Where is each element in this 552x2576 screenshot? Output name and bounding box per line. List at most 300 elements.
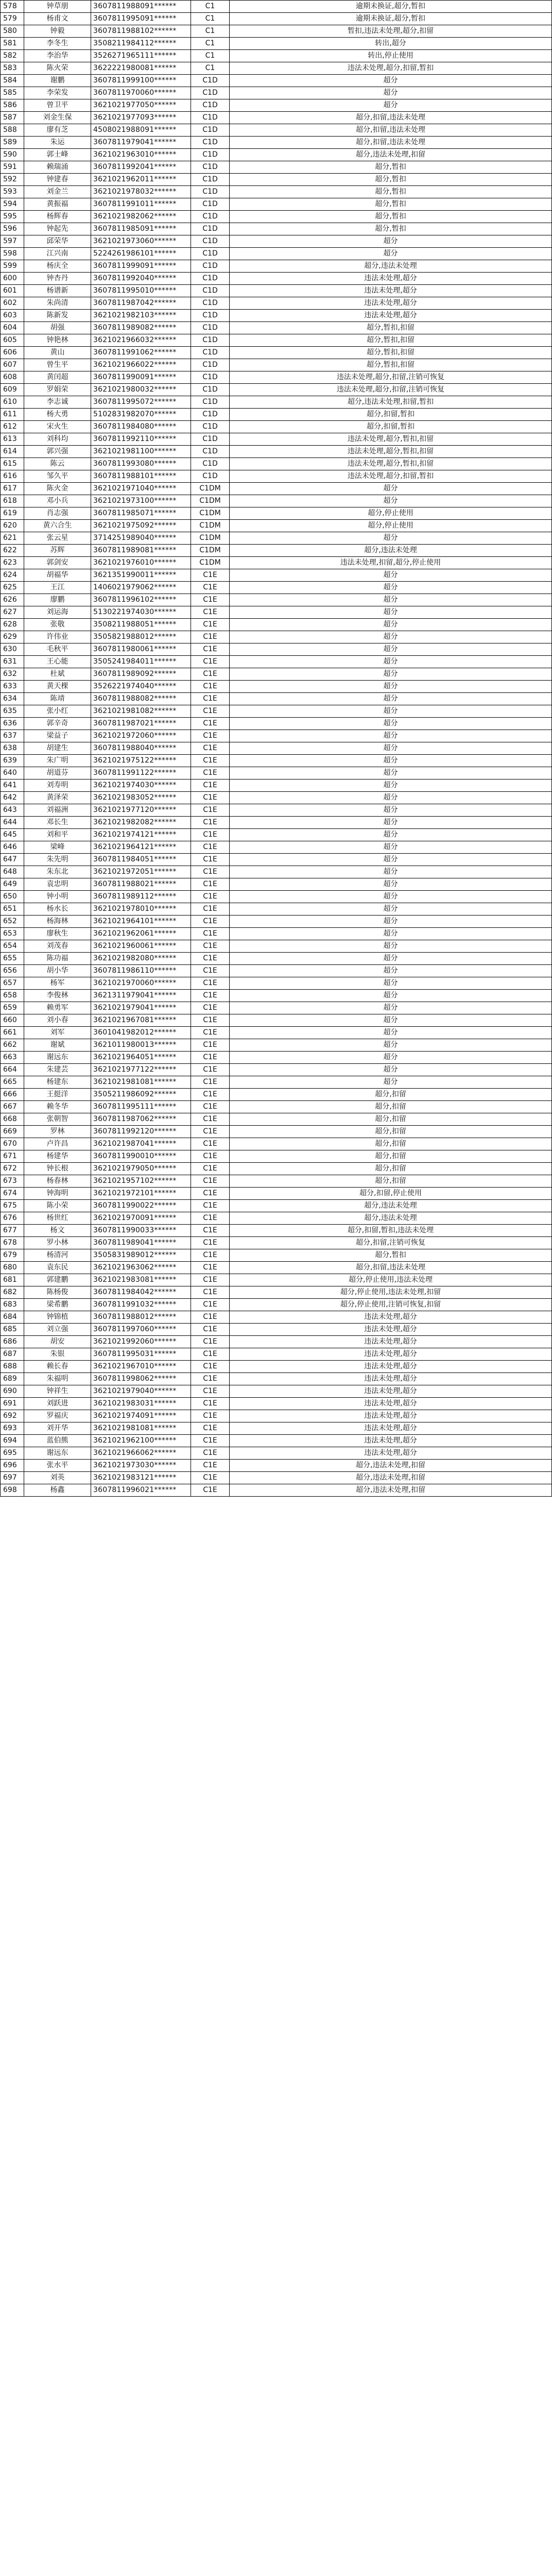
id-number-cell: 3621311979041****** (91, 990, 191, 1002)
row-number: 620 (1, 520, 24, 532)
id-number-cell: 3714251989040****** (91, 532, 191, 545)
status-cell: 超分 (230, 940, 552, 953)
row-number: 605 (1, 334, 24, 347)
status-cell: 超分 (230, 99, 552, 112)
table-row (1, 1410, 552, 1422)
name-cell: 朱先明 (24, 854, 91, 866)
table-row (1, 953, 552, 965)
status-cell: 超分,停止使用,违法未处理,扣留 (230, 1286, 552, 1299)
id-number-cell: 3607811987062****** (91, 1113, 191, 1126)
id-number-cell: 3607811988091****** (91, 1, 191, 13)
name-cell: 杨建东 (24, 1076, 91, 1089)
id-number-cell: 4508021988091****** (91, 124, 191, 137)
id-number-cell: 3607811990091****** (91, 371, 191, 384)
license-class-cell: C1E (191, 1435, 230, 1447)
status-cell: 违法未处理,超分,暂扣,扣留 (230, 446, 552, 458)
id-number-cell: 3607811988040****** (91, 742, 191, 755)
status-cell: 违法未处理,超分 (230, 1361, 552, 1373)
license-class-cell: C1E (191, 792, 230, 804)
id-number-cell: 3505211986092****** (91, 1089, 191, 1101)
id-number-cell: 3607811998062****** (91, 1373, 191, 1385)
name-cell: 谢远东 (24, 1447, 91, 1460)
table-row (1, 137, 552, 149)
license-class-cell: C1D (191, 310, 230, 322)
id-number-cell: 3621021962061****** (91, 928, 191, 940)
id-number-cell: 1406021979062****** (91, 582, 191, 594)
license-class-cell: C1E (191, 1286, 230, 1299)
row-number: 688 (1, 1361, 24, 1373)
id-number-cell: 3621021963010****** (91, 149, 191, 161)
row-number: 597 (1, 235, 24, 248)
table-row (1, 421, 552, 433)
license-class-cell: C1E (191, 1076, 230, 1089)
id-number-cell: 3621021970060****** (91, 977, 191, 990)
id-number-cell: 3621021982080****** (91, 953, 191, 965)
status-cell: 超分,扣留,暂扣 (230, 409, 552, 421)
table-row (1, 1398, 552, 1410)
row-number: 581 (1, 38, 24, 50)
license-class-cell: C1E (191, 730, 230, 742)
row-number: 599 (1, 260, 24, 273)
name-cell: 朱银 (24, 1348, 91, 1361)
id-number-cell: 3607811988082****** (91, 693, 191, 705)
id-number-cell: 3621021967010****** (91, 1361, 191, 1373)
table-row (1, 25, 552, 38)
id-number-cell: 3607811995010****** (91, 285, 191, 297)
row-number: 693 (1, 1422, 24, 1435)
row-number: 638 (1, 742, 24, 755)
status-cell: 超分 (230, 718, 552, 730)
table-row (1, 112, 552, 124)
row-number: 628 (1, 619, 24, 631)
row-number: 641 (1, 779, 24, 792)
status-cell: 超分,暂扣,扣留 (230, 334, 552, 347)
license-class-cell: C1DM (191, 557, 230, 569)
name-cell: 李荣发 (24, 87, 91, 99)
status-cell: 违法未处理,超分 (230, 310, 552, 322)
status-cell: 超分 (230, 779, 552, 792)
name-cell: 谢远东 (24, 1052, 91, 1064)
name-cell: 杨春林 (24, 1175, 91, 1188)
row-number: 623 (1, 557, 24, 569)
license-class-cell: C1E (191, 705, 230, 718)
row-number: 680 (1, 1262, 24, 1274)
status-cell: 超分,违法未处理,扣留 (230, 149, 552, 161)
license-class-cell: C1E (191, 742, 230, 755)
license-class-cell: C1E (191, 1113, 230, 1126)
license-class-cell: C1E (191, 668, 230, 681)
table-row (1, 1175, 552, 1188)
table-row (1, 631, 552, 643)
id-number-cell: 3621021966032****** (91, 334, 191, 347)
id-number-cell: 3508211988051****** (91, 619, 191, 631)
license-class-cell: C1E (191, 1373, 230, 1385)
id-number-cell: 3607811988101****** (91, 470, 191, 483)
id-number-cell: 3621021983081****** (91, 1274, 191, 1286)
table-row (1, 841, 552, 854)
license-class-cell: C1D (191, 334, 230, 347)
license-class-cell: C1E (191, 878, 230, 891)
license-class-cell: C1E (191, 1039, 230, 1052)
table-row (1, 718, 552, 730)
license-class-cell: C1E (191, 965, 230, 977)
table-row (1, 1336, 552, 1348)
status-cell: 违法未处理,超分 (230, 1324, 552, 1336)
license-class-cell: C1E (191, 643, 230, 656)
row-number: 594 (1, 198, 24, 211)
license-class-cell: C1D (191, 149, 230, 161)
row-number: 655 (1, 953, 24, 965)
license-class-cell: C1E (191, 940, 230, 953)
status-cell: 超分 (230, 569, 552, 582)
row-number: 614 (1, 446, 24, 458)
name-cell: 廖秋生 (24, 928, 91, 940)
row-number: 654 (1, 940, 24, 953)
records-table-body (1, 1, 552, 1497)
name-cell: 钟祥生 (24, 1385, 91, 1398)
name-cell: 刘茂春 (24, 940, 91, 953)
status-cell: 超分 (230, 483, 552, 495)
table-row (1, 1076, 552, 1089)
status-cell: 超分,暂扣 (230, 198, 552, 211)
table-row (1, 248, 552, 260)
name-cell: 杨世红 (24, 1212, 91, 1225)
row-number: 684 (1, 1311, 24, 1324)
table-row (1, 1324, 552, 1336)
license-class-cell: C1E (191, 1126, 230, 1138)
row-number: 662 (1, 1039, 24, 1052)
status-cell: 超分 (230, 878, 552, 891)
name-cell: 刘开华 (24, 1422, 91, 1435)
table-row (1, 829, 552, 841)
id-number-cell: 3621021982082****** (91, 817, 191, 829)
table-row (1, 149, 552, 161)
name-cell: 胡道芬 (24, 767, 91, 779)
name-cell: 袁忠明 (24, 878, 91, 891)
name-cell: 刘金生保 (24, 112, 91, 124)
row-number: 587 (1, 112, 24, 124)
table-row (1, 359, 552, 371)
id-number-cell: 3621021973030****** (91, 1460, 191, 1472)
table-row (1, 1311, 552, 1324)
id-number-cell: 3505241984011****** (91, 656, 191, 668)
row-number: 631 (1, 656, 24, 668)
id-number-cell: 3505821988012****** (91, 631, 191, 643)
id-number-cell: 3607811987042****** (91, 297, 191, 310)
row-number: 672 (1, 1163, 24, 1175)
license-class-cell: C1E (191, 1212, 230, 1225)
id-number-cell: 3621021979040****** (91, 1385, 191, 1398)
name-cell: 王心能 (24, 656, 91, 668)
license-class-cell: C1 (191, 25, 230, 38)
name-cell: 邱荣华 (24, 235, 91, 248)
table-row (1, 1286, 552, 1299)
name-cell: 张小红 (24, 705, 91, 718)
name-cell: 黄六合生 (24, 520, 91, 532)
row-number: 582 (1, 50, 24, 62)
table-row (1, 742, 552, 755)
row-number: 593 (1, 186, 24, 198)
status-cell: 超分 (230, 1039, 552, 1052)
table-row (1, 297, 552, 310)
status-cell: 超分,扣留 (230, 1163, 552, 1175)
id-number-cell: 3607811990010****** (91, 1150, 191, 1163)
name-cell: 杨大勇 (24, 409, 91, 421)
name-cell: 陈云 (24, 458, 91, 470)
name-cell: 罗林 (24, 1126, 91, 1138)
name-cell: 陈新发 (24, 310, 91, 322)
license-class-cell: C1D (191, 99, 230, 112)
name-cell: 梁峰 (24, 841, 91, 854)
id-number-cell: 3621021976010****** (91, 557, 191, 569)
table-row (1, 198, 552, 211)
row-number: 685 (1, 1324, 24, 1336)
table-row (1, 854, 552, 866)
table-row (1, 594, 552, 606)
name-cell: 蓝伯熊 (24, 1435, 91, 1447)
status-cell: 超分 (230, 792, 552, 804)
status-cell: 超分,暂扣,扣留 (230, 359, 552, 371)
row-number: 583 (1, 62, 24, 75)
table-row (1, 124, 552, 137)
table-row (1, 186, 552, 198)
name-cell: 黄山 (24, 347, 91, 359)
status-cell: 超分,扣留 (230, 1089, 552, 1101)
table-row (1, 1299, 552, 1311)
table-row (1, 409, 552, 421)
license-class-cell: C1E (191, 631, 230, 643)
table-row (1, 569, 552, 582)
status-cell: 超分,停止使用 (230, 507, 552, 520)
id-number-cell: 3621021981081****** (91, 1422, 191, 1435)
license-class-cell: C1D (191, 124, 230, 137)
license-class-cell: C1E (191, 1089, 230, 1101)
name-cell: 梁益子 (24, 730, 91, 742)
status-cell: 超分,暂扣 (230, 174, 552, 186)
name-cell: 胡强 (24, 322, 91, 334)
status-cell: 超分 (230, 1052, 552, 1064)
table-row (1, 730, 552, 742)
id-number-cell: 3607811979041****** (91, 137, 191, 149)
table-row (1, 1014, 552, 1027)
name-cell: 黄振福 (24, 198, 91, 211)
status-cell: 超分,暂扣,扣留 (230, 322, 552, 334)
license-class-cell: C1D (191, 273, 230, 285)
table-row (1, 792, 552, 804)
name-cell: 杨建华 (24, 1150, 91, 1163)
id-number-cell: 3607811991032****** (91, 1299, 191, 1311)
status-cell: 超分 (230, 606, 552, 619)
license-class-cell: C1E (191, 1150, 230, 1163)
name-cell: 郭建鹏 (24, 1274, 91, 1286)
row-number: 644 (1, 817, 24, 829)
id-number-cell: 3607811989092****** (91, 668, 191, 681)
license-class-cell: C1E (191, 569, 230, 582)
status-cell: 违法未处理,超分 (230, 1422, 552, 1435)
name-cell: 杨庆全 (24, 260, 91, 273)
table-row (1, 1484, 552, 1497)
license-class-cell: C1D (191, 285, 230, 297)
license-class-cell: C1E (191, 594, 230, 606)
license-class-cell: C1D (191, 87, 230, 99)
name-cell: 杨水长 (24, 903, 91, 916)
row-number: 663 (1, 1052, 24, 1064)
table-row (1, 1373, 552, 1385)
status-cell: 超分,扣留 (230, 1113, 552, 1126)
license-class-cell: C1 (191, 50, 230, 62)
name-cell: 黄闰超 (24, 371, 91, 384)
status-cell: 超分,扣留,注销可恢复 (230, 1237, 552, 1249)
license-class-cell: C1D (191, 371, 230, 384)
name-cell: 朱运 (24, 137, 91, 149)
row-number: 659 (1, 1002, 24, 1014)
license-class-cell: C1E (191, 817, 230, 829)
name-cell: 杨海林 (24, 916, 91, 928)
name-cell: 陈靖 (24, 693, 91, 705)
license-class-cell: C1D (191, 235, 230, 248)
table-row (1, 1435, 552, 1447)
license-class-cell: C1E (191, 854, 230, 866)
name-cell: 王挺洋 (24, 1089, 91, 1101)
license-class-cell: C1DM (191, 495, 230, 507)
id-number-cell: 3621021974121****** (91, 829, 191, 841)
row-number: 694 (1, 1435, 24, 1447)
row-number: 585 (1, 87, 24, 99)
status-cell: 超分 (230, 977, 552, 990)
row-number: 588 (1, 124, 24, 137)
name-cell: 江兴南 (24, 248, 91, 260)
status-cell: 超分 (230, 742, 552, 755)
status-cell: 超分 (230, 693, 552, 705)
table-row (1, 1385, 552, 1398)
status-cell: 超分 (230, 1002, 552, 1014)
row-number: 682 (1, 1286, 24, 1299)
license-class-cell: C1E (191, 1101, 230, 1113)
status-cell: 超分,停止使用,注销可恢复,扣留 (230, 1299, 552, 1311)
status-cell: 超分,扣留,暂扣,违法未处理 (230, 1225, 552, 1237)
id-number-cell: 3607811995072****** (91, 396, 191, 409)
name-cell: 张敬 (24, 619, 91, 631)
id-number-cell: 3601041982012****** (91, 1027, 191, 1039)
license-class-cell: C1E (191, 606, 230, 619)
status-cell: 超分,暂扣 (230, 1249, 552, 1262)
status-cell: 超分,违法未处理,扣留 (230, 1460, 552, 1472)
table-row (1, 235, 552, 248)
id-number-cell: 5130221974030****** (91, 606, 191, 619)
name-cell: 毛秋平 (24, 643, 91, 656)
id-number-cell: 3607811991122****** (91, 767, 191, 779)
status-cell: 违法未处理,超分 (230, 1398, 552, 1410)
status-cell: 违法未处理,超分 (230, 285, 552, 297)
name-cell: 朱福明 (24, 1373, 91, 1385)
status-cell: 超分,违法未处理 (230, 545, 552, 557)
license-class-cell: C1E (191, 1237, 230, 1249)
table-row (1, 273, 552, 285)
row-number: 666 (1, 1089, 24, 1101)
license-class-cell: C1E (191, 1188, 230, 1200)
table-row (1, 384, 552, 396)
license-class-cell: C1D (191, 137, 230, 149)
name-cell: 赖长春 (24, 1361, 91, 1373)
name-cell: 刘福洲 (24, 804, 91, 817)
id-number-cell: 3621021974091****** (91, 1410, 191, 1422)
name-cell: 陈小荣 (24, 1200, 91, 1212)
id-number-cell: 3607811988021****** (91, 878, 191, 891)
name-cell: 张云星 (24, 532, 91, 545)
id-number-cell: 3621021977050****** (91, 99, 191, 112)
status-cell: 超分,违法未处理,扣留 (230, 1472, 552, 1484)
row-number: 665 (1, 1076, 24, 1089)
id-number-cell: 3621021981082****** (91, 705, 191, 718)
table-row (1, 817, 552, 829)
table-row (1, 1274, 552, 1286)
row-number: 636 (1, 718, 24, 730)
id-number-cell: 3607811997060****** (91, 1324, 191, 1336)
row-number: 616 (1, 470, 24, 483)
status-cell: 超分,暂扣 (230, 223, 552, 235)
row-number: 621 (1, 532, 24, 545)
status-cell: 超分 (230, 755, 552, 767)
name-cell: 黄天棵 (24, 681, 91, 693)
status-cell: 违法未处理,超分 (230, 1373, 552, 1385)
status-cell: 超分,扣留 (230, 1175, 552, 1188)
row-number: 645 (1, 829, 24, 841)
table-row (1, 1237, 552, 1249)
table-row (1, 767, 552, 779)
id-number-cell: 3607811995091****** (91, 13, 191, 25)
license-class-cell: C1E (191, 718, 230, 730)
table-row (1, 965, 552, 977)
name-cell: 钟毅 (24, 25, 91, 38)
row-number: 578 (1, 1, 24, 13)
row-number: 589 (1, 137, 24, 149)
id-number-cell: 3621021964121****** (91, 841, 191, 854)
name-cell: 刘小春 (24, 1014, 91, 1027)
name-cell: 刘英 (24, 1472, 91, 1484)
license-class-cell: C1E (191, 1052, 230, 1064)
license-class-cell: C1E (191, 1422, 230, 1435)
table-row (1, 606, 552, 619)
id-number-cell: 3607811993080****** (91, 458, 191, 470)
row-number: 610 (1, 396, 24, 409)
license-class-cell: C1D (191, 297, 230, 310)
row-number: 667 (1, 1101, 24, 1113)
name-cell: 李俊林 (24, 990, 91, 1002)
status-cell: 超分 (230, 631, 552, 643)
table-row (1, 50, 552, 62)
row-number: 686 (1, 1336, 24, 1348)
id-number-cell: 3526221974040****** (91, 681, 191, 693)
status-cell: 超分 (230, 532, 552, 545)
status-cell: 超分,停止使用 (230, 520, 552, 532)
license-class-cell: C1E (191, 977, 230, 990)
table-row (1, 310, 552, 322)
status-cell: 超分 (230, 594, 552, 606)
id-number-cell: 3607811989041****** (91, 1237, 191, 1249)
id-number-cell: 3621021963062****** (91, 1262, 191, 1274)
status-cell: 超分 (230, 705, 552, 718)
table-row (1, 1113, 552, 1126)
license-class-cell: C1 (191, 1, 230, 13)
name-cell: 杨鑫 (24, 1484, 91, 1497)
row-number: 689 (1, 1373, 24, 1385)
row-number: 604 (1, 322, 24, 334)
name-cell: 胡福华 (24, 569, 91, 582)
id-number-cell: 3607811984080****** (91, 421, 191, 433)
table-row (1, 693, 552, 705)
license-class-cell: C1E (191, 866, 230, 878)
row-number: 611 (1, 409, 24, 421)
